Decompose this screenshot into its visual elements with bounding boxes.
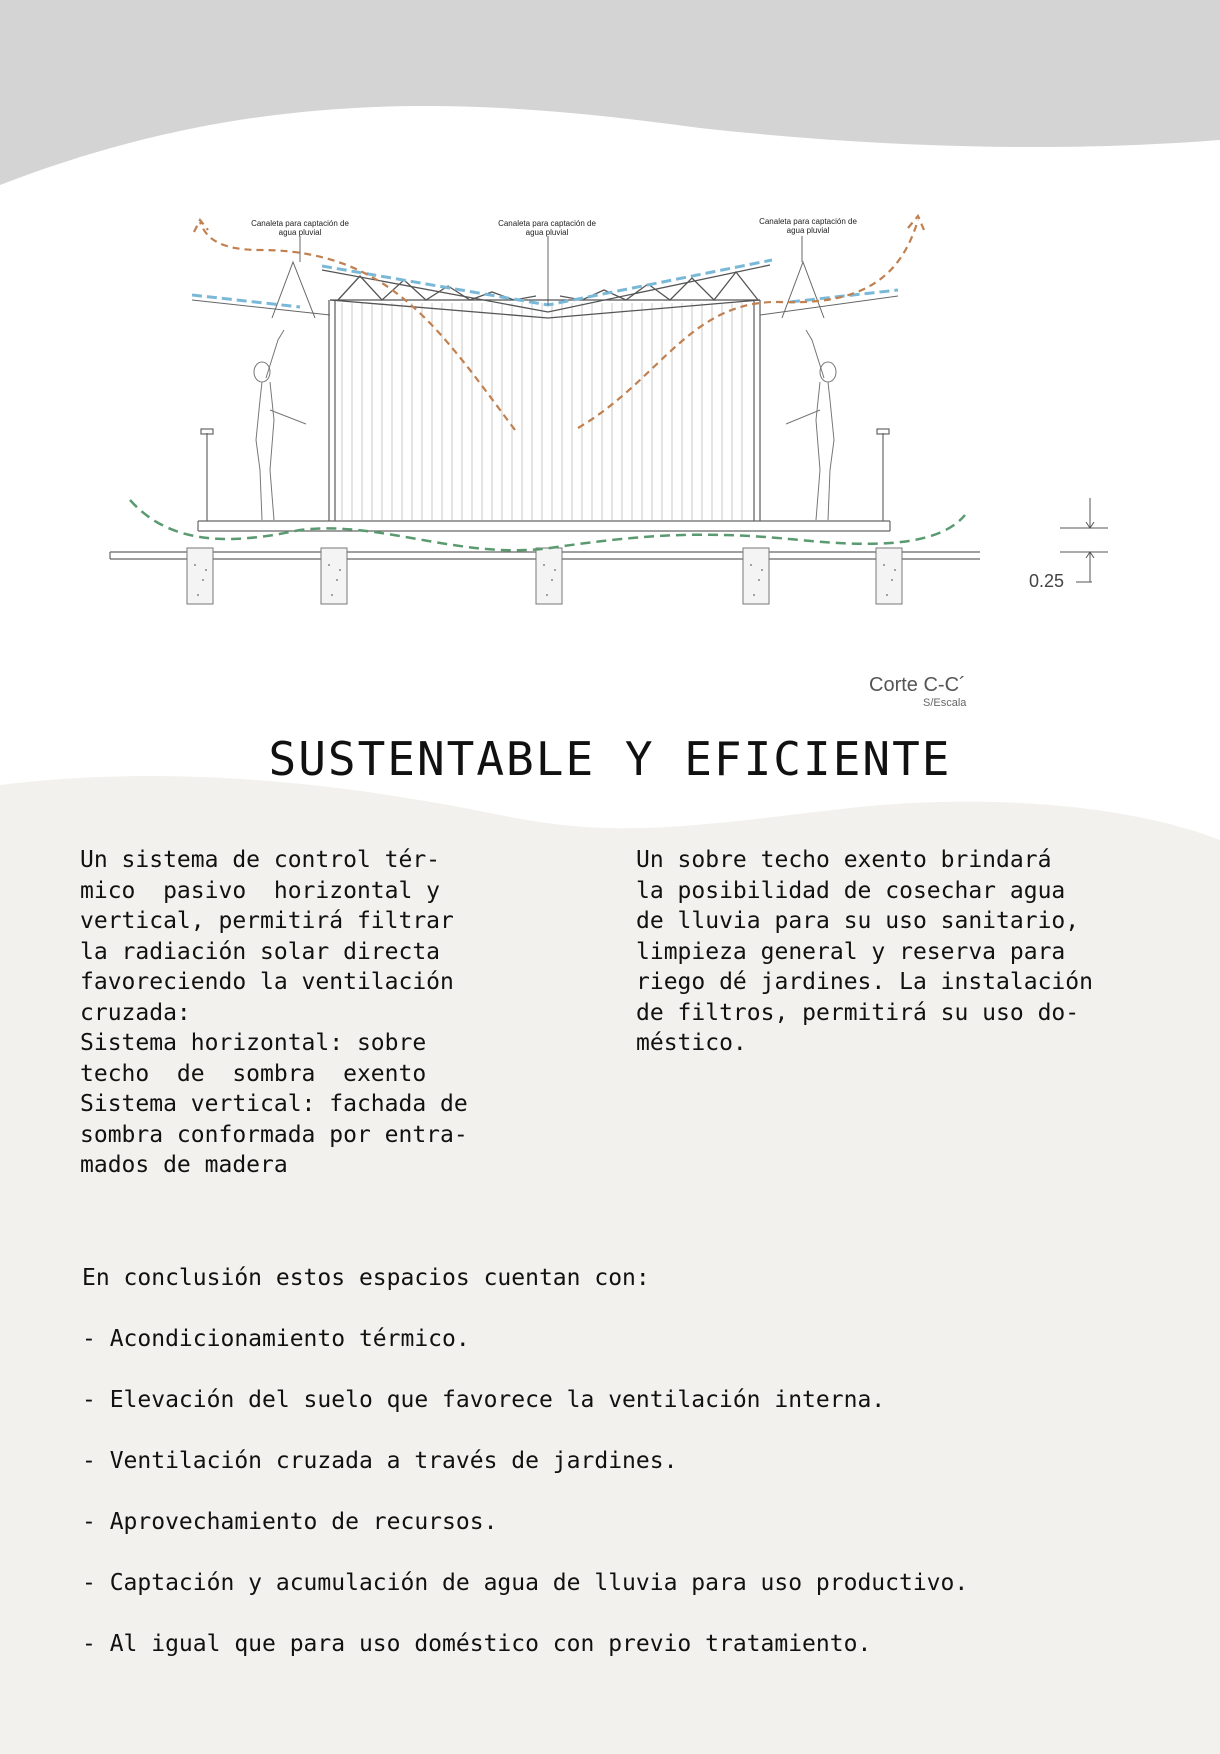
roof-truss (322, 265, 770, 318)
annotation-rain-channel-left: Canaleta para captación de agua pluvial (251, 219, 349, 237)
ground-air-flow (130, 500, 965, 550)
section-caption-scale: S/Escala (923, 697, 967, 709)
list-item: - Al igual que para uso doméstico con previo tratamiento. (82, 1631, 872, 1657)
conclusion-section (82, 1263, 968, 1690)
dimension-marker (1060, 498, 1108, 582)
paragraph-thermal-control: Un sistema de control tér- mico pasivo horizontal y vertical, permitirá filtrar la radiación solar directa favoreciendo la ventilación cruzada: Sistema horizontal: sobre techo de sombra exento Sistema vertical: fachada de sombra conformada por entra- mados de madera (80, 847, 468, 1178)
list-item: - Ventilación cruzada a través de jardines. (82, 1448, 678, 1474)
list-item: - Acondicionamiento térmico. (82, 1326, 470, 1352)
list-item: - Elevación del suelo que favorece la ventilación interna. (82, 1387, 886, 1413)
section-caption-title: Corte C-C´ (869, 674, 966, 696)
list-item: - Aprovechamiento de recursos. (82, 1509, 498, 1535)
wind-paths (194, 216, 924, 430)
footings (187, 548, 902, 604)
annotation-rain-channel-right: Canaleta para captación de agua pluvial (759, 217, 857, 235)
annotation-rain-channel-center: Canaleta para captación de agua pluvial (498, 219, 596, 237)
dimension-label: 0.25 (1029, 571, 1065, 591)
human-figure-left (254, 330, 306, 520)
human-figure-right (786, 330, 836, 520)
light-posts (201, 429, 889, 521)
walls (329, 300, 760, 521)
wood-slat-facade (342, 303, 742, 520)
overhangs (192, 262, 898, 318)
conclusion-intro: En conclusión estos espacios cuentan con: (82, 1265, 650, 1291)
page-heading: SUSTENTABLE Y EFICIENTE (268, 732, 952, 786)
section-drawing (0, 0, 1220, 720)
paragraph-rain-harvest: Un sobre techo exento brindará la posibilidad de cosechar agua de lluvia para su uso sanitario, limpieza general y reserva para riego dé jardines. La instalación de filtros, permitirá su uso do- méstico. (636, 847, 1093, 1056)
list-item: - Captación y acumulación de agua de lluvia para uso productivo. (82, 1570, 969, 1596)
